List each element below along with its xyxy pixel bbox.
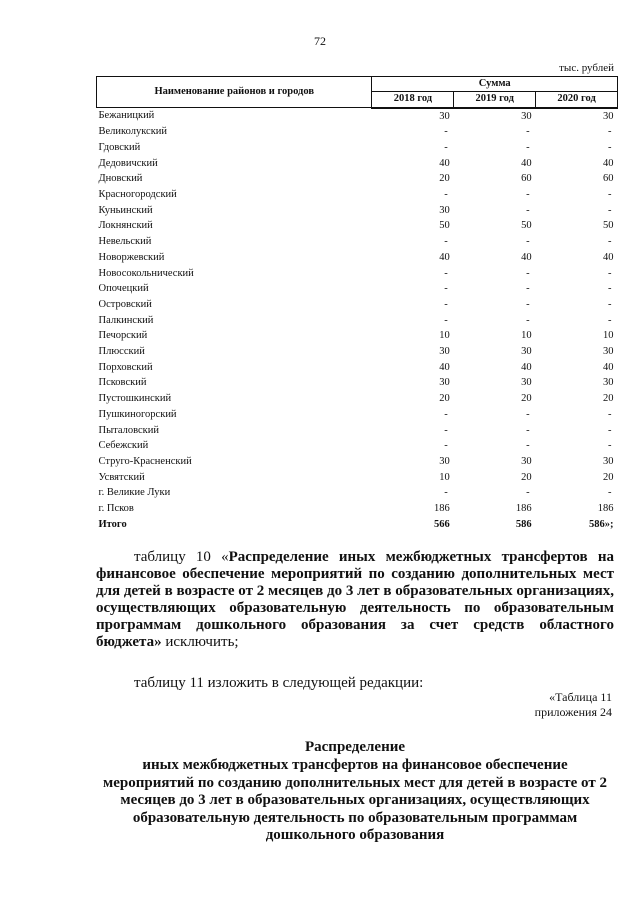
amount-cell: - bbox=[608, 189, 612, 201]
district-name: г. Великие Луки bbox=[98, 487, 171, 499]
amount-cell: 40 bbox=[439, 157, 450, 169]
district-name: Островский bbox=[98, 298, 152, 310]
header-year-2020: 2020 год bbox=[536, 92, 618, 108]
amount-cell: - bbox=[526, 126, 530, 138]
amount-cell: - bbox=[608, 141, 612, 153]
table-body bbox=[97, 108, 618, 533]
amount-cell: - bbox=[608, 236, 612, 248]
amount-cell: 50 bbox=[521, 220, 532, 232]
table-row bbox=[97, 313, 618, 329]
amount-cell: 30 bbox=[439, 110, 450, 122]
district-name: Бежаницкий bbox=[98, 110, 155, 122]
paragraph-table-10 bbox=[96, 549, 614, 651]
district-name: Гдовский bbox=[98, 141, 141, 153]
amount-cell: 30 bbox=[521, 346, 532, 358]
amount-cell: - bbox=[608, 314, 612, 326]
amount-cell: - bbox=[526, 267, 530, 279]
district-name: Новосокольнический bbox=[98, 267, 194, 279]
amount-cell: 30 bbox=[521, 377, 532, 389]
amount-cell: 20 bbox=[521, 471, 532, 483]
amount-cell: - bbox=[608, 487, 612, 499]
amount-cell: 186 bbox=[597, 503, 614, 515]
district-name: Палкинский bbox=[98, 314, 154, 326]
table-row bbox=[97, 108, 618, 125]
section-subtitle: иных межбюджетных трансфертов на финансовое обеспечение мероприятий по созданию дополнительных мест для детей в возрасте от 2 месяцев до 3 лет в образовательных организациях, осуществляющих образовательную деятельность по образовательным программам дошкольного образования bbox=[103, 757, 607, 843]
amount-cell: - bbox=[444, 298, 448, 310]
amount-cell: 186 bbox=[434, 503, 450, 515]
amount-cell: - bbox=[526, 314, 530, 326]
table-row bbox=[97, 250, 618, 266]
amount-cell: 40 bbox=[521, 361, 532, 373]
district-name: Куньинский bbox=[98, 204, 153, 216]
table-row bbox=[97, 218, 618, 234]
table-row bbox=[97, 297, 618, 313]
amount-cell: 30 bbox=[439, 455, 450, 467]
amount-cell: - bbox=[608, 267, 612, 279]
amount-cell: 20 bbox=[521, 393, 532, 405]
paragraph-table-10-title: Распределение иных межбюджетных трансфертов на финансовое обеспечение мероприятий по созданию дополнительных мест для детей в возрасте от 2 месяцев до 3 лет в образовательных организациях, осуществляющих образовательную деятельность по образовательным программам дошкольного образования за счет средств областного бюджета» bbox=[96, 549, 615, 650]
header-name: Наименование районов и городов bbox=[97, 77, 372, 108]
table-row bbox=[97, 171, 618, 187]
amount-cell: - bbox=[526, 424, 530, 436]
amount-cell: 566 bbox=[434, 518, 450, 530]
amount-cell: 10 bbox=[439, 330, 450, 342]
table-row bbox=[97, 281, 618, 297]
table-row bbox=[97, 234, 618, 250]
amount-cell: - bbox=[608, 298, 612, 310]
amount-cell: - bbox=[444, 126, 448, 138]
district-name: Пыталовский bbox=[98, 424, 159, 436]
district-name: Пушкиногорский bbox=[98, 408, 177, 420]
amount-cell: 10 bbox=[603, 330, 614, 342]
amount-cell: - bbox=[608, 126, 612, 138]
amount-cell: 586»; bbox=[589, 518, 614, 530]
header-sum: Сумма bbox=[372, 77, 618, 92]
amount-cell: 30 bbox=[439, 204, 450, 216]
district-name: Порховский bbox=[98, 361, 153, 373]
amount-cell: 40 bbox=[603, 361, 614, 373]
amount-cell: 20 bbox=[439, 393, 450, 405]
table-row bbox=[97, 203, 618, 219]
amount-cell: 30 bbox=[439, 346, 450, 358]
amount-cell: 30 bbox=[603, 455, 614, 467]
section-title: Распределение bbox=[304, 739, 406, 755]
district-name: Пустошкинский bbox=[98, 393, 172, 405]
amount-cell: 30 bbox=[521, 455, 532, 467]
district-name: Опочецкий bbox=[98, 283, 149, 295]
table-row bbox=[97, 438, 618, 454]
page-number: 72 bbox=[314, 34, 326, 48]
district-name: Красногородский bbox=[98, 189, 177, 201]
amount-cell: 30 bbox=[603, 110, 614, 122]
amount-cell: 40 bbox=[439, 361, 450, 373]
table-reference: «Таблица 11 bbox=[549, 690, 612, 704]
amount-cell: - bbox=[608, 283, 612, 295]
amount-cell: - bbox=[526, 236, 530, 248]
amount-cell: - bbox=[608, 440, 612, 452]
amount-cell: 20 bbox=[439, 173, 450, 185]
amount-cell: 586 bbox=[515, 518, 532, 530]
amount-cell: - bbox=[444, 314, 448, 326]
table-row bbox=[97, 391, 618, 407]
paragraph-table-10-lead: таблицу 10 « bbox=[134, 549, 229, 565]
amount-cell: 30 bbox=[603, 346, 614, 358]
district-name: Дедовичский bbox=[98, 157, 158, 169]
district-name: Невельский bbox=[98, 236, 152, 248]
amount-cell: 10 bbox=[521, 330, 532, 342]
district-name: Псковский bbox=[98, 377, 147, 389]
district-name: Усвятский bbox=[98, 471, 145, 483]
amount-cell: 186 bbox=[515, 503, 532, 515]
district-name: г. Псков bbox=[98, 503, 134, 515]
total-label: Итого bbox=[98, 518, 127, 530]
table-row bbox=[97, 266, 618, 282]
table-row bbox=[97, 187, 618, 203]
amount-cell: 30 bbox=[603, 377, 614, 389]
amount-cell: 20 bbox=[603, 393, 614, 405]
table-row bbox=[97, 156, 618, 172]
district-name: Дновский bbox=[98, 173, 143, 185]
amount-cell: 60 bbox=[603, 173, 614, 185]
district-name: Новоржевский bbox=[98, 251, 165, 263]
amount-cell: - bbox=[526, 408, 530, 420]
amount-cell: - bbox=[444, 189, 448, 201]
amount-cell: 30 bbox=[439, 377, 450, 389]
district-name: Печорский bbox=[98, 330, 148, 342]
table-row bbox=[97, 485, 618, 501]
header-year-2019: 2019 год bbox=[454, 92, 536, 108]
amount-cell: - bbox=[526, 141, 530, 153]
table-row bbox=[97, 375, 618, 391]
appendix-reference: приложения 24 bbox=[534, 705, 612, 719]
district-name: Себежский bbox=[98, 440, 149, 452]
amount-cell: - bbox=[526, 487, 530, 499]
amount-cell: - bbox=[526, 204, 530, 216]
amount-cell: - bbox=[526, 298, 530, 310]
amount-cell: 40 bbox=[603, 251, 614, 263]
amount-cell: - bbox=[526, 440, 530, 452]
amount-cell: 50 bbox=[439, 220, 450, 232]
table-row bbox=[97, 140, 618, 156]
amount-cell: 60 bbox=[521, 173, 532, 185]
table-total-row bbox=[97, 517, 618, 533]
amount-cell: - bbox=[608, 424, 612, 436]
amount-cell: 40 bbox=[439, 251, 450, 263]
table-row bbox=[97, 328, 618, 344]
table-row bbox=[97, 423, 618, 439]
table-row bbox=[97, 501, 618, 517]
amount-cell: - bbox=[444, 267, 448, 279]
amount-cell: - bbox=[444, 424, 448, 436]
amount-cell: 50 bbox=[603, 220, 614, 232]
amount-cell: - bbox=[526, 189, 530, 201]
amount-cell: - bbox=[444, 283, 448, 295]
amount-cell: 40 bbox=[521, 251, 532, 263]
transfers-table bbox=[96, 76, 618, 532]
amount-cell: - bbox=[444, 141, 448, 153]
table-row bbox=[97, 360, 618, 376]
amount-cell: - bbox=[444, 236, 448, 248]
amount-cell: - bbox=[444, 408, 448, 420]
district-name: Плюсский bbox=[98, 346, 145, 358]
amount-cell: 40 bbox=[603, 157, 614, 169]
amount-cell: 40 bbox=[521, 157, 532, 169]
amount-cell: 30 bbox=[521, 110, 532, 122]
district-name: Великолукский bbox=[98, 126, 168, 138]
amount-cell: - bbox=[608, 408, 612, 420]
district-name: Струго-Красненский bbox=[98, 455, 192, 467]
table-row bbox=[97, 454, 618, 470]
amount-cell: - bbox=[444, 487, 448, 499]
table-row bbox=[97, 344, 618, 360]
units-label: тыс. рублей bbox=[559, 62, 614, 74]
header-year-2018: 2018 год bbox=[372, 92, 454, 108]
paragraph-table-10-tail: исключить; bbox=[161, 634, 239, 650]
amount-cell: - bbox=[526, 283, 530, 295]
amount-cell: 20 bbox=[603, 471, 614, 483]
district-name: Локнянский bbox=[98, 220, 153, 232]
table-row bbox=[97, 124, 618, 140]
table-row bbox=[97, 407, 618, 423]
amount-cell: - bbox=[444, 440, 448, 452]
paragraph-table-11: таблицу 11 изложить в следующей редакции: bbox=[134, 675, 424, 691]
table-row bbox=[97, 470, 618, 486]
amount-cell: 10 bbox=[439, 471, 450, 483]
amount-cell: - bbox=[608, 204, 612, 216]
